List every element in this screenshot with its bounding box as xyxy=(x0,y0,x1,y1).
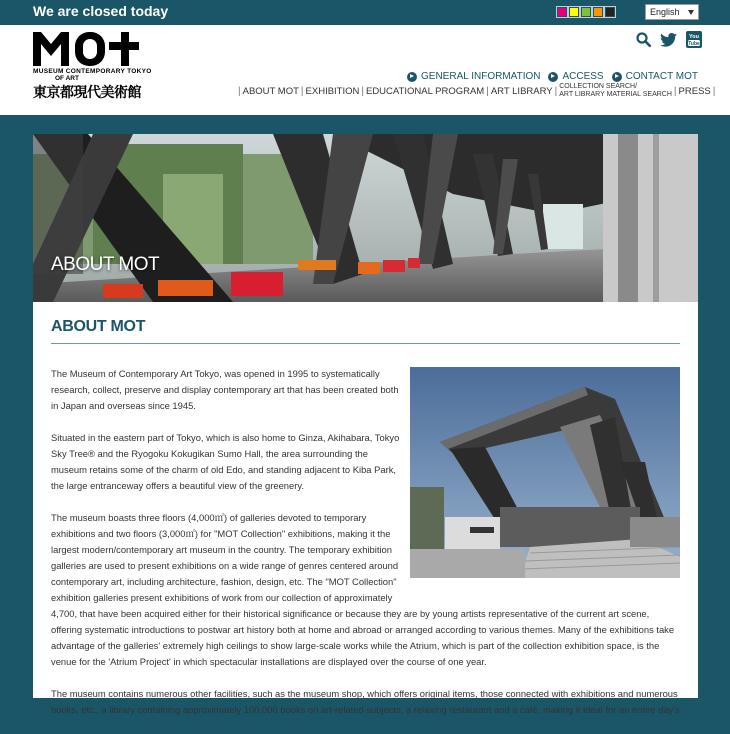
color-swatch-pink[interactable] xyxy=(557,7,567,17)
color-swatch-green[interactable] xyxy=(581,7,591,17)
nav-contact[interactable] xyxy=(612,71,698,82)
page-title: ABOUT MOT xyxy=(51,318,146,335)
nav-contact-label: CONTACT MOT xyxy=(625,71,698,82)
museum-building-photo xyxy=(410,367,680,578)
language-selected-value: English xyxy=(650,7,680,17)
chevron-down-icon xyxy=(688,10,694,15)
nav-general-information[interactable] xyxy=(407,71,540,82)
utility-nav xyxy=(407,71,698,82)
nav-separator: | xyxy=(361,85,364,97)
main-nav xyxy=(236,83,717,99)
color-theme-switcher xyxy=(557,7,615,17)
nav-educational-program[interactable]: EDUCATIONAL PROGRAM xyxy=(365,85,485,97)
nav-about-mot[interactable]: ABOUT MOT xyxy=(242,85,299,97)
youtube-icon[interactable] xyxy=(686,31,702,48)
svg-text:Tube: Tube xyxy=(688,41,700,47)
nav-separator: | xyxy=(300,85,304,97)
nav-separator: | xyxy=(238,85,241,97)
nav-press[interactable]: PRESS xyxy=(678,85,711,97)
color-swatch-orange[interactable] xyxy=(593,7,603,17)
paragraph: The Museum of Contemporary Art Tokyo, was opened in 1995 to systematically research, collect, preserve and display contemporary art that has been created both in Japan and overseas since 1945. xyxy=(51,368,399,411)
nav-separator: | xyxy=(554,85,558,97)
logo-english-name: MUSEUM CONTEMPORARY TOKYO xyxy=(33,68,152,75)
hero-building-photo xyxy=(33,134,698,302)
search-icon[interactable] xyxy=(636,32,651,47)
language-select[interactable] xyxy=(645,4,699,20)
hero-banner xyxy=(33,134,698,302)
logo-english-name-line2: OF ART xyxy=(55,75,79,82)
nav-separator: | xyxy=(673,85,677,97)
nav-separator: | xyxy=(712,85,716,97)
top-status-bar xyxy=(0,0,730,25)
color-swatch-yellow[interactable] xyxy=(569,7,579,17)
circle-arrow-icon xyxy=(407,72,417,82)
mot-logo-mark xyxy=(33,30,139,66)
site-header xyxy=(0,25,730,115)
nav-general-information-label: GENERAL INFORMATION xyxy=(421,71,541,82)
paragraph: The museum contains numerous other facilities, such as the museum shop, which offers original items, those connected with exhibitions and numerous books, etc., a library containing approximately 100,000 books on art-related subjects, a relaxing restaurant and a café, making it ideal for an entire day's xyxy=(51,688,680,715)
nav-access[interactable] xyxy=(548,71,603,82)
hero-title: ABOUT MOT xyxy=(51,254,160,275)
svg-text:You: You xyxy=(689,34,699,40)
nav-access-label: ACCESS xyxy=(562,71,604,82)
circle-arrow-icon xyxy=(548,72,558,82)
nav-collection-search[interactable]: COLLECTION SEARCH/ ART LIBRARY MATERIAL SEARCH xyxy=(559,83,672,98)
header-icon-group xyxy=(636,31,702,48)
twitter-icon[interactable] xyxy=(660,33,677,47)
color-swatch-black[interactable] xyxy=(605,7,615,17)
nav-art-library[interactable]: ART LIBRARY xyxy=(490,85,553,97)
paragraph: Situated in the eastern part of Tokyo, which is also home to Ginza, Akihabara, Tokyo Sky Tree® and the Ryogoku Kokugikan Sumo Hall, the area surrounding the museum retains some of the charm of old Edo, and standing adjacent to Kiba Park, the large entranceway offers a beautiful view of the greenery. xyxy=(51,432,400,491)
title-divider xyxy=(51,343,680,344)
content-card xyxy=(33,302,698,715)
closed-notice: We are closed today xyxy=(33,3,169,19)
nav-exhibition[interactable]: EXHIBITION xyxy=(305,85,360,97)
circle-arrow-icon xyxy=(612,72,622,82)
paragraph: The museum boasts three floors (4,000㎡) of galleries devoted to temporary exhibitions and two floors (3,000㎡) for "MOT Collection" exhibitions, making it the largest modern/contemporary art museum in the country. The temporary exhibition galleries are used to present exhibitions on a wide range of genres centered around contemporary art, including architecture, fashion, design, etc. The "MOT Collection" exhibition galleries present exhibitions of work from our collection of approximately 4,700, that have been acquired either for their historical significance or because they are by young artists representative of the current art scene, offering systematic introductions to postwar art history both at home and abroad or arranged according to various themes. Many of the exhibitions take advantage of the galleries' extremely high ceilings to show large-scale works while the Atrium, which is part of the collection exhibition space, is the venue for the 'Atrium Project' in which spectacular installations are displayed over the course of one year. xyxy=(51,512,675,667)
logo-japanese-name: 東京都現代美術館 xyxy=(33,85,141,101)
nav-separator: | xyxy=(486,85,489,97)
